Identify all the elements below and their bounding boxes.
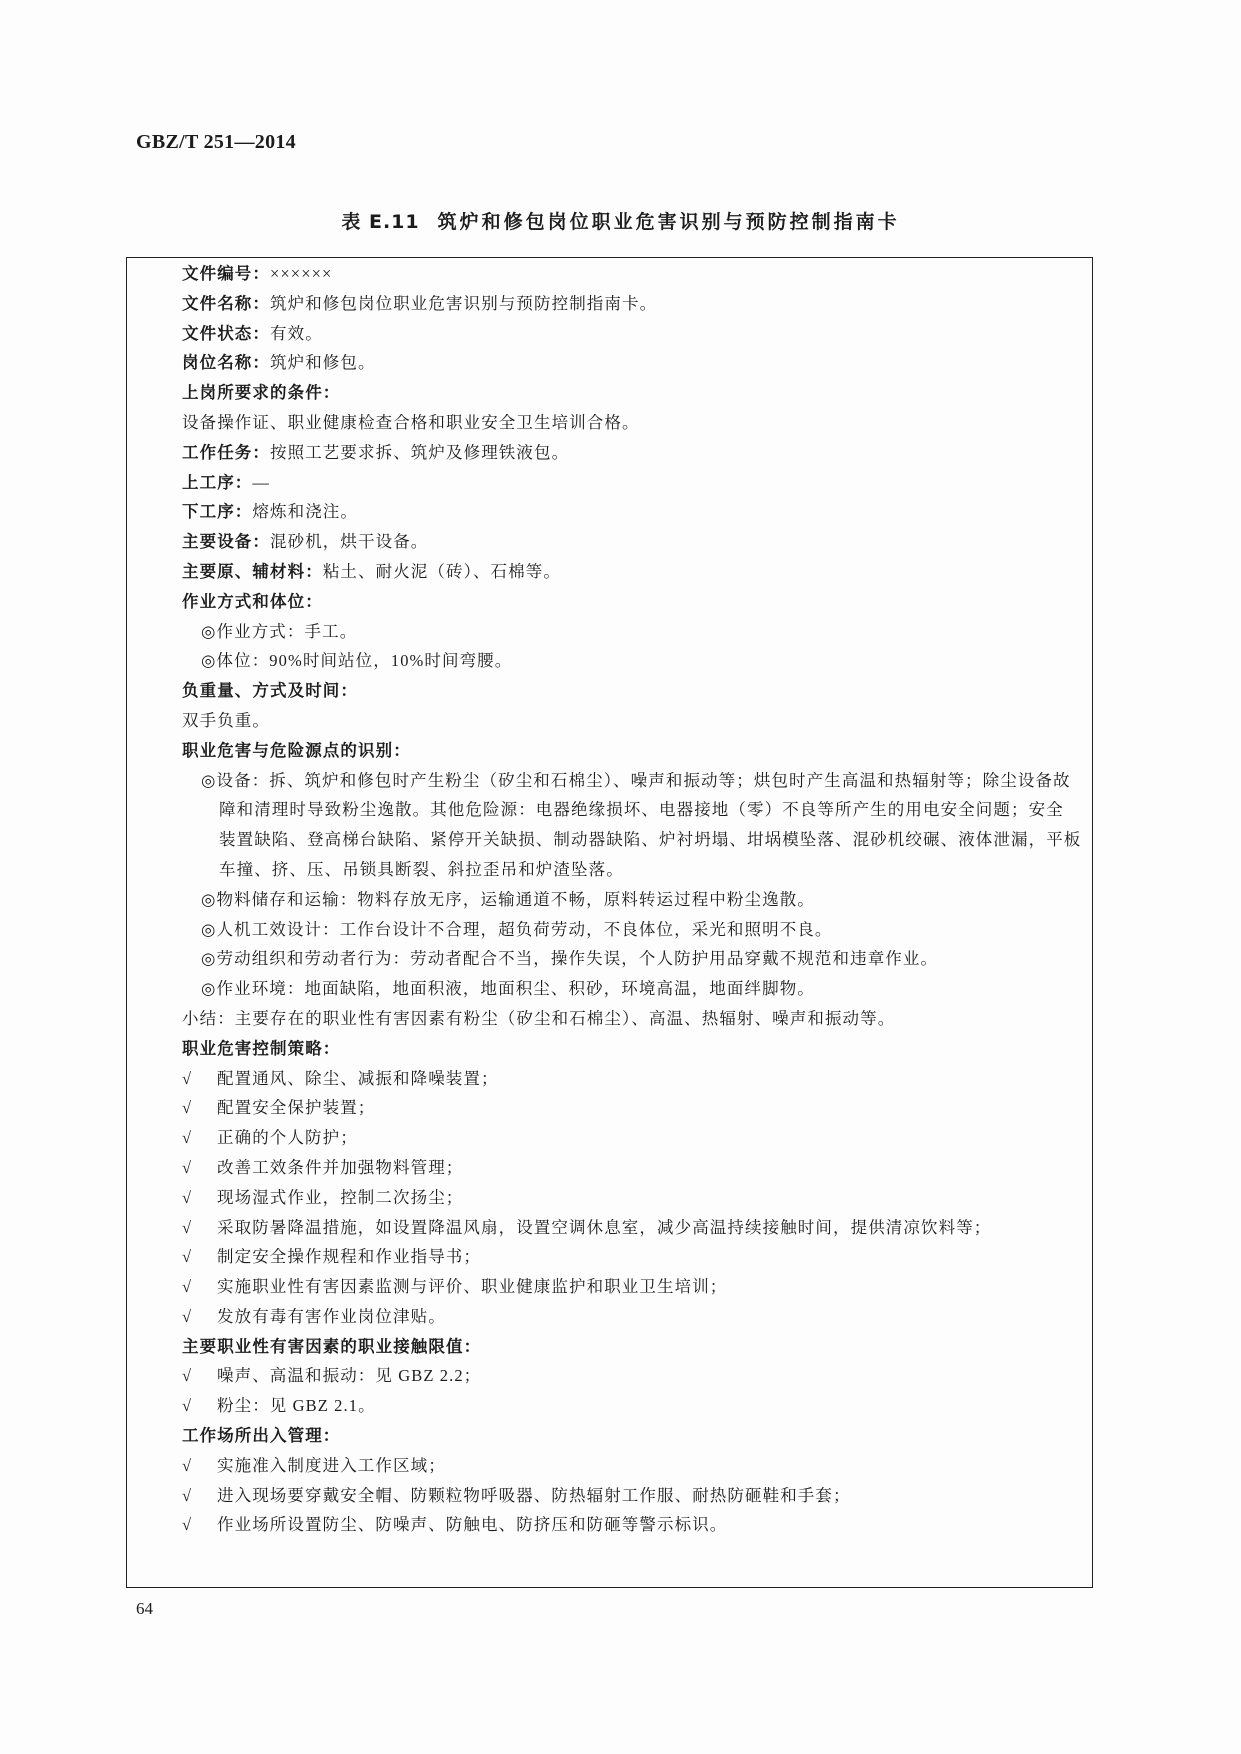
check-mark-icon: √	[182, 1068, 192, 1088]
post-name-value: 筑炉和修包。	[270, 353, 376, 373]
next-process-row	[182, 497, 1092, 527]
check-mark-icon: √	[182, 1277, 192, 1297]
doc-no-value: ××××××	[270, 264, 333, 283]
doc-name-label: 文件名称：	[182, 293, 270, 313]
hazard-item: ◎人机工效设计：工作台设计不合理，超负荷劳动，不良体位，采光和照明不良。	[201, 919, 833, 939]
requirements-value: 设备操作证、职业健康检查合格和职业安全卫生培训合格。	[182, 412, 640, 432]
strategy-item	[182, 1183, 1092, 1213]
hazard-item: ◎物料储存和运输：物料存放无序，运输通道不畅，原料转运过程中粉尘逸散。	[201, 889, 815, 909]
strategy-item	[182, 1153, 1092, 1183]
doc-name-value: 筑炉和修包岗位职业危害识别与预防控制指南卡。	[270, 293, 658, 313]
materials-label: 主要原、辅材料：	[182, 561, 323, 581]
check-mark-icon: √	[182, 1366, 192, 1386]
hazard-equipment-line: 车撞、挤、压、吊锁具断裂、斜拉歪吊和炉渣坠落。	[219, 859, 624, 879]
strategies-heading	[182, 1034, 1092, 1064]
doc-no-label: 文件编号：	[182, 264, 270, 283]
check-mark-icon: √	[182, 1128, 192, 1148]
strategy-item	[182, 1123, 1092, 1153]
strategy-text: 实施职业性有害因素监测与评价、职业健康监护和职业卫生培训；	[217, 1277, 728, 1297]
guide-card	[126, 257, 1093, 1588]
strategy-text: 配置安全保护装置；	[217, 1098, 376, 1118]
hazard-equipment-line: ◎设备：拆、筑炉和修包时产生粉尘（矽尘和石棉尘）、噪声和振动等；烘包时产生高温和热辐射等；除尘设备故	[201, 770, 1071, 790]
equipment-label: 主要设备：	[182, 532, 270, 552]
check-mark-icon: √	[182, 1098, 192, 1118]
strategy-item	[182, 1242, 1092, 1272]
limit-text: 粉尘：见 GBZ 2.1。	[217, 1396, 376, 1416]
strategy-text: 配置通风、除尘、减振和降噪装置；	[217, 1068, 499, 1088]
work-mode-item: ◎作业方式：手工。	[201, 621, 358, 641]
hazard-equipment-line: 装置缺陷、登高梯台缺陷、紧停开关缺损、制动器缺陷、炉衬坍塌、坩埚模坠落、混砂机绞碾、液体泄漏，平板	[219, 830, 1082, 850]
check-mark-icon: √	[182, 1485, 192, 1505]
table-number: 表 E.11	[341, 211, 420, 233]
check-mark-icon: √	[182, 1247, 192, 1267]
work-mode-item: ◎体位：90%时间站位，10%时间弯腰。	[201, 651, 513, 671]
strategies-label: 职业危害控制策略：	[182, 1038, 341, 1058]
load-label: 负重量、方式及时间：	[182, 681, 358, 701]
strategy-item	[182, 1302, 1092, 1332]
hazard-equipment-line: 障和清理时导致粉尘逸散。其他危险源：电器绝缘损坏、电器接地（零）不良等所产生的用电安全问题；安全	[219, 800, 1064, 820]
page-number: 64	[136, 1599, 153, 1618]
limit-item	[182, 1361, 1092, 1391]
hazard-item: ◎作业环境：地面缺陷，地面积液，地面积尘、积砂，环境高温，地面绊脚物。	[201, 979, 815, 999]
prev-process-row	[182, 468, 1092, 498]
strategy-text: 正确的个人防护；	[217, 1128, 358, 1148]
access-text: 作业场所设置防尘、防噪声、防触电、防挤压和防砸等警示标识。	[217, 1515, 728, 1535]
task-value: 按照工艺要求拆、筑炉及修理铁液包。	[270, 442, 570, 462]
access-text: 实施准入制度进入工作区域；	[217, 1455, 446, 1475]
check-mark-icon: √	[182, 1515, 192, 1535]
limit-item	[182, 1391, 1092, 1421]
limits-label: 主要职业性有害因素的职业接触限值：	[182, 1336, 482, 1356]
check-mark-icon: √	[182, 1187, 192, 1207]
equipment-value: 混砂机，烘干设备。	[270, 532, 429, 552]
doc-status-value: 有效。	[270, 323, 323, 343]
strategy-item	[182, 1093, 1092, 1123]
doc-status-row	[182, 319, 1092, 349]
next-process-value: 熔炼和浇注。	[252, 502, 359, 522]
hazards-label: 职业危害与危险源点的识别：	[182, 740, 411, 760]
work-mode-heading	[182, 587, 1092, 617]
access-heading	[182, 1421, 1092, 1451]
access-item	[182, 1481, 1092, 1511]
hazard-item: ◎劳动组织和劳动者行为：劳动者配合不当，操作失误，个人防护用品穿戴不规范和违章作业。	[201, 949, 939, 969]
access-label: 工作场所出入管理：	[182, 1426, 341, 1446]
next-process-label: 下工序：	[182, 502, 253, 522]
prev-process-value: —	[252, 472, 271, 492]
hazard-summary: 小结：主要存在的职业性有害因素有粉尘（矽尘和石棉尘）、高温、热辐射、噪声和振动等。	[182, 1008, 896, 1028]
strategy-text: 现场湿式作业，控制二次扬尘；	[217, 1187, 464, 1207]
standard-code: GBZ/T 251—2014	[136, 131, 296, 153]
access-item	[182, 1510, 1092, 1540]
check-mark-icon: √	[182, 1455, 192, 1475]
limits-heading	[182, 1332, 1092, 1362]
check-mark-icon: √	[182, 1157, 192, 1177]
check-mark-icon: √	[182, 1217, 192, 1237]
equipment-row	[182, 527, 1092, 557]
check-mark-icon: √	[182, 1306, 192, 1326]
hazards-heading	[182, 736, 1092, 766]
post-name-row	[182, 348, 1092, 378]
strategy-item	[182, 1213, 1092, 1243]
load-value: 双手负重。	[182, 710, 270, 730]
table-name: 筑炉和修包岗位职业危害识别与预防控制指南卡	[437, 211, 900, 233]
strategy-text: 发放有毒有害作业岗位津贴。	[217, 1306, 446, 1326]
doc-status-label: 文件状态：	[182, 323, 270, 343]
table-title	[0, 207, 1241, 234]
strategy-item	[182, 1272, 1092, 1302]
doc-name-row	[182, 289, 1092, 319]
requirements-label: 上岗所要求的条件：	[182, 383, 341, 403]
doc-no-row	[182, 259, 1092, 289]
materials-value: 粘土、耐火泥（砖）、石棉等。	[322, 561, 561, 581]
check-mark-icon: √	[182, 1396, 192, 1416]
strategy-text: 采取防暑降温措施，如设置降温风扇，设置空调休息室，减少高温持续接触时间，提供清凉饮料等；	[217, 1217, 992, 1237]
prev-process-label: 上工序：	[182, 472, 253, 492]
work-mode-label: 作业方式和体位：	[182, 591, 323, 611]
requirements-heading	[182, 378, 1092, 408]
strategy-item	[182, 1064, 1092, 1094]
materials-row	[182, 557, 1092, 587]
access-text: 进入现场要穿戴安全帽、防颗粒物呼吸器、防热辐射工作服、耐热防砸鞋和手套；	[217, 1485, 851, 1505]
access-item	[182, 1451, 1092, 1481]
task-row	[182, 438, 1092, 468]
load-heading	[182, 676, 1092, 706]
post-name-label: 岗位名称：	[182, 353, 270, 373]
task-label: 工作任务：	[182, 442, 270, 462]
strategy-text: 改善工效条件并加强物料管理；	[217, 1157, 464, 1177]
limit-text: 噪声、高温和振动：见 GBZ 2.2；	[217, 1366, 482, 1386]
strategy-text: 制定安全操作规程和作业指导书；	[217, 1247, 481, 1267]
